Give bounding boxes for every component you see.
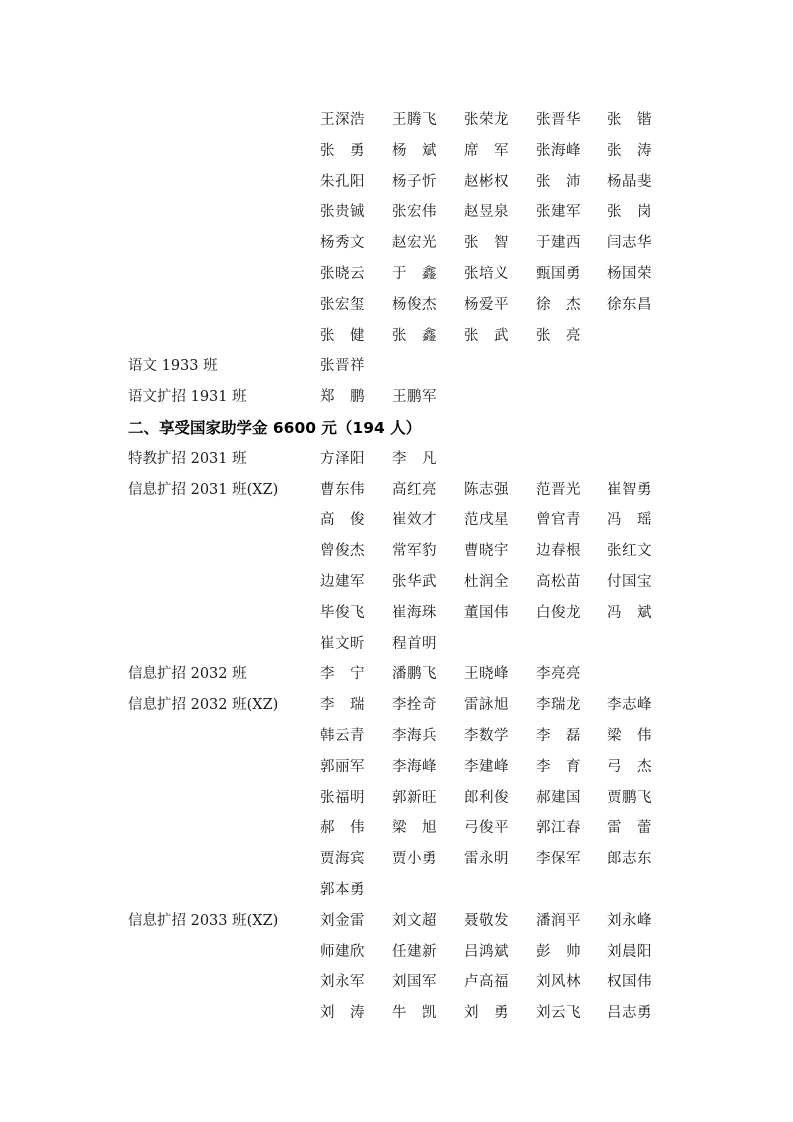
name-list-row <box>0 259 793 290</box>
student-name: 郝 伟 <box>320 820 365 837</box>
name-list-row <box>0 998 793 1029</box>
student-name: 王腾飞 <box>392 112 437 128</box>
student-name: 高红亮 <box>392 481 437 498</box>
student-name: 朱孔阳 <box>320 173 365 190</box>
student-name: 甄国勇 <box>536 265 581 282</box>
student-name: 梁 旭 <box>392 820 437 837</box>
student-name: 曾官青 <box>536 512 581 529</box>
student-name: 杨 斌 <box>392 142 437 159</box>
student-name: 程首明 <box>392 635 437 652</box>
name-list-row <box>0 228 793 259</box>
student-name: 王鹏军 <box>392 389 437 406</box>
class-label: 信息扩招 2032 班(XZ) <box>128 697 279 714</box>
student-name: 于 鑫 <box>392 265 437 282</box>
student-name: 李保军 <box>536 851 581 868</box>
student-name: 崔海珠 <box>392 604 437 621</box>
student-name: 李数学 <box>464 727 509 744</box>
student-name: 师建欣 <box>320 943 365 960</box>
student-name: 杨国荣 <box>607 265 652 282</box>
student-name: 张 沛 <box>536 173 581 190</box>
name-list-row <box>0 167 793 198</box>
student-name: 赵彬权 <box>464 173 509 190</box>
student-name: 郭江春 <box>536 820 581 837</box>
class-label: 语文扩招 1931 班 <box>128 389 247 406</box>
student-name: 卢高福 <box>464 974 509 991</box>
student-name: 贾海宾 <box>320 851 365 868</box>
student-name: 张 勇 <box>320 142 365 159</box>
student-name: 梁 伟 <box>607 727 652 744</box>
name-list-row <box>0 505 793 536</box>
student-name: 吕志勇 <box>607 1005 652 1022</box>
class-label: 特教扩招 2031 班 <box>128 450 247 467</box>
student-name: 贾小勇 <box>392 851 437 868</box>
student-name: 韩云青 <box>320 727 365 744</box>
student-name: 刘文超 <box>392 912 437 929</box>
student-name: 郎利俊 <box>464 789 509 806</box>
name-list-row <box>0 598 793 629</box>
student-name: 陈志强 <box>464 481 509 498</box>
student-name: 雷詠旭 <box>464 697 509 714</box>
student-name: 李 宁 <box>320 666 365 683</box>
student-name: 杨子忻 <box>392 173 437 190</box>
student-name: 彭 帅 <box>536 943 581 960</box>
scholarship-list <box>0 105 793 1029</box>
name-list-row <box>0 813 793 844</box>
student-name: 范戌星 <box>464 512 509 529</box>
name-list-row <box>0 290 793 321</box>
name-list-row <box>0 475 793 506</box>
student-name: 李 磊 <box>536 727 581 744</box>
student-name: 白俊龙 <box>536 604 581 621</box>
student-name: 刘永军 <box>320 974 365 991</box>
name-list-row <box>0 321 793 352</box>
student-name: 刘永峰 <box>607 912 652 929</box>
student-name: 张 亮 <box>536 327 581 344</box>
student-name: 李 凡 <box>392 450 437 467</box>
class-label: 信息扩招 2031 班(XZ) <box>128 481 279 498</box>
student-name: 李瑞龙 <box>536 697 581 714</box>
section-heading: 二、享受国家助学金 6600 元（194 人） <box>128 418 422 437</box>
student-name: 张 岗 <box>607 204 652 221</box>
name-list-row <box>0 752 793 783</box>
student-name: 赵宏光 <box>392 235 437 252</box>
name-list-row <box>0 783 793 814</box>
name-list-row <box>0 382 793 413</box>
student-name: 王深浩 <box>320 112 365 128</box>
class-label: 信息扩招 2032 班 <box>128 666 247 683</box>
student-name: 刘 勇 <box>464 1005 509 1022</box>
student-name: 郭丽军 <box>320 758 365 775</box>
name-list-row <box>0 351 793 382</box>
student-name: 任建新 <box>392 943 437 960</box>
student-name: 崔效才 <box>392 512 437 529</box>
name-list-row <box>0 136 793 167</box>
student-name: 徐 杰 <box>536 296 581 313</box>
student-name: 雷永明 <box>464 851 509 868</box>
student-name: 崔文昕 <box>320 635 365 652</box>
student-name: 张晋祥 <box>320 358 365 375</box>
name-list-row <box>0 875 793 906</box>
name-list-row <box>0 567 793 598</box>
name-list-row <box>0 844 793 875</box>
student-name: 弓 杰 <box>607 758 652 775</box>
name-list-row <box>0 105 793 136</box>
student-name: 高 俊 <box>320 512 365 529</box>
student-name: 杨秀文 <box>320 235 365 252</box>
name-list-row <box>0 536 793 567</box>
student-name: 弓俊平 <box>464 820 509 837</box>
student-name: 崔智勇 <box>607 481 652 498</box>
student-name: 张培义 <box>464 265 509 282</box>
student-name: 杨俊杰 <box>392 296 437 313</box>
student-name: 牛 凯 <box>392 1005 437 1022</box>
name-list-row <box>0 967 793 998</box>
student-name: 李海峰 <box>392 758 437 775</box>
name-list-row <box>0 197 793 228</box>
student-name: 曹东伟 <box>320 481 365 498</box>
student-name: 张红文 <box>607 543 652 560</box>
student-name: 刘风林 <box>536 974 581 991</box>
student-name: 杜润全 <box>464 573 509 590</box>
student-name: 郝建国 <box>536 789 581 806</box>
student-name: 张 健 <box>320 327 365 344</box>
name-list-row <box>0 906 793 937</box>
name-list-row <box>0 690 793 721</box>
name-list-row <box>0 937 793 968</box>
student-name: 张荣龙 <box>464 112 509 128</box>
student-name: 张 智 <box>464 235 509 252</box>
student-name: 张 武 <box>464 327 509 344</box>
student-name: 李拴奇 <box>392 697 437 714</box>
student-name: 方泽阳 <box>320 450 365 467</box>
student-name: 李建峰 <box>464 758 509 775</box>
student-name: 张宏伟 <box>392 204 437 221</box>
student-name: 冯 瑶 <box>607 512 652 529</box>
student-name: 潘鹏飞 <box>392 666 437 683</box>
student-name: 刘 涛 <box>320 1005 365 1022</box>
class-label: 信息扩招 2033 班(XZ) <box>128 912 279 929</box>
student-name: 雷 蕾 <box>607 820 652 837</box>
name-list-row <box>0 659 793 690</box>
student-name: 董国伟 <box>464 604 509 621</box>
student-name: 付国宝 <box>607 573 652 590</box>
student-name: 于建西 <box>536 235 581 252</box>
student-name: 席 军 <box>464 142 509 159</box>
name-list-row <box>0 444 793 475</box>
student-name: 杨晶斐 <box>607 173 652 190</box>
student-name: 曾俊杰 <box>320 543 365 560</box>
student-name: 刘国军 <box>392 974 437 991</box>
student-name: 杨爱平 <box>464 296 509 313</box>
student-name: 边建军 <box>320 573 365 590</box>
student-name: 张 涛 <box>607 142 652 159</box>
student-name: 王晓峰 <box>464 666 509 683</box>
student-name: 毕俊飞 <box>320 604 365 621</box>
student-name: 冯 斌 <box>607 604 652 621</box>
class-label: 语文 1933 班 <box>128 358 218 375</box>
student-name: 闫志华 <box>607 235 652 252</box>
student-name: 郑 鹏 <box>320 389 365 406</box>
student-name: 聂敬发 <box>464 912 509 929</box>
student-name: 张福明 <box>320 789 365 806</box>
student-name: 边春根 <box>536 543 581 560</box>
student-name: 李志峰 <box>607 697 652 714</box>
student-name: 吕鸿斌 <box>464 943 509 960</box>
student-name: 高松苗 <box>536 573 581 590</box>
name-list-row <box>0 629 793 660</box>
student-name: 郭新旺 <box>392 789 437 806</box>
student-name: 李海兵 <box>392 727 437 744</box>
student-name: 范晋光 <box>536 481 581 498</box>
name-list-row <box>0 721 793 752</box>
student-name: 张宏玺 <box>320 296 365 313</box>
student-name: 李亮亮 <box>536 666 581 683</box>
student-name: 张晋华 <box>536 112 581 128</box>
student-name: 张华武 <box>392 573 437 590</box>
student-name: 贾鹏飞 <box>607 789 652 806</box>
student-name: 权国伟 <box>607 974 652 991</box>
student-name: 张 鑫 <box>392 327 437 344</box>
student-name: 李 育 <box>536 758 581 775</box>
student-name: 张晓云 <box>320 265 365 282</box>
student-name: 潘润平 <box>536 912 581 929</box>
student-name: 刘金雷 <box>320 912 365 929</box>
student-name: 张海峰 <box>536 142 581 159</box>
student-name: 张贵铖 <box>320 204 365 221</box>
student-name: 郭本勇 <box>320 881 365 898</box>
student-name: 李 瑞 <box>320 697 365 714</box>
student-name: 刘晨阳 <box>607 943 652 960</box>
student-name: 郎志东 <box>607 851 652 868</box>
student-name: 张 锴 <box>607 112 652 128</box>
student-name: 徐东昌 <box>607 296 652 313</box>
student-name: 张建军 <box>536 204 581 221</box>
student-name: 常军豹 <box>392 543 437 560</box>
student-name: 赵昱泉 <box>464 204 509 221</box>
student-name: 曹晓宇 <box>464 543 509 560</box>
student-name: 刘云飞 <box>536 1005 581 1022</box>
